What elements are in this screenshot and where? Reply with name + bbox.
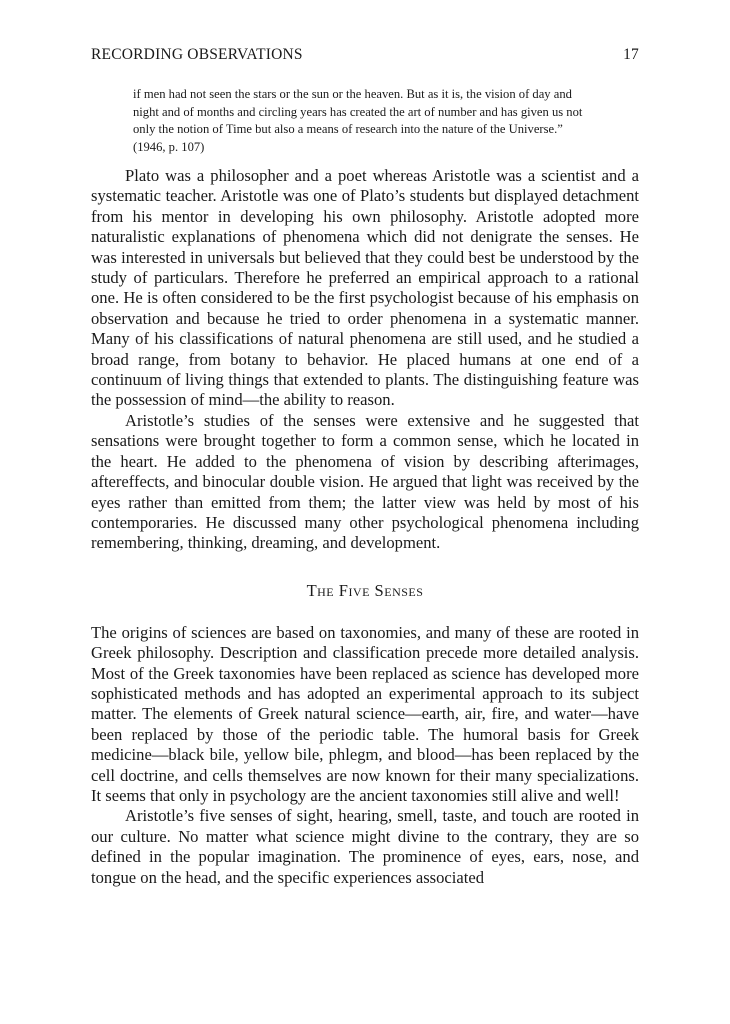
paragraph: Aristotle’s five senses of sight, hearing, smell, taste, and touch are rooted in our culture. No matter what science might divine to the contrary, they are so defined in the popular imagination. The prominence of eyes, ears, nose, and tongue on the head, and the specific experiences associated: [91, 806, 639, 887]
running-head: [91, 40, 639, 68]
book-page: [91, 40, 639, 888]
section-heading: The Five Senses: [306, 580, 424, 600]
body-text-after-heading: [91, 623, 639, 888]
running-head-title: RECORDING OBSERVATIONS: [91, 46, 303, 63]
body-text-before-heading: [91, 166, 639, 554]
paragraph: Aristotle’s studies of the senses were extensive and he suggested that sensations were brought together to form a common sense, which he located in the heart. He added to the phenomena of vision by describing afterimages, aftereffects, and binocular double vision. He argued that light was received by the eyes rather than emitted from them; the latter view was held by most of his contemporaries. He discussed many other psychological phenomena including remembering, thinking, dreaming, and development.: [91, 410, 639, 553]
paragraph: The origins of sciences are based on taxonomies, and many of these are rooted in Greek philosophy. Description and classification precede more detailed analysis. Most of the Greek taxonomies have been replaced as science has developed more sophisticated methods and has adopted an experimental approach to its subject matter. The elements of Greek natural science—earth, air, fire, and water—have been replaced by those of the periodic table. The humoral basis for Greek medicine—black bile, yellow bile, phlegm, and blood—has been replaced by the cell doctrine, and cells themselves are now known for their many specializations. It seems that only in psychology are the ancient taxonomies still alive and well!: [91, 622, 639, 805]
paragraph: Plato was a philosopher and a poet whereas Aristotle was a scientist and a systematic teacher. Aristotle was one of Plato’s students but displayed detachment from his mentor in developing his own philosophy. Aristotle adopted more naturalistic explanations of phenomena which did not denigrate the senses. He was interested in universals but believed that they could best be understood by the study of particulars. Therefore he preferred an empirical approach to a rational one. He is often considered to be the first psychologist because of his emphasis on observation and because he tried to order phenomena in a systematic manner. Many of his classifications of natural phenomena are still used, and he studied a broad range, from botany to behavior. He placed humans at one end of a continuum of living things that extended to plants. The distinguishing feature was the possession of mind—the ability to reason.: [91, 166, 639, 410]
block-quote: if men had not seen the stars or the sun or the heaven. But as it is, the vision of day and night and of months and circling years has created the art of number and has given us not only the notion of Time but also a means of research into the nature of the Universe.” (1946, p. 107): [133, 87, 583, 154]
page-number: 17: [623, 46, 639, 63]
